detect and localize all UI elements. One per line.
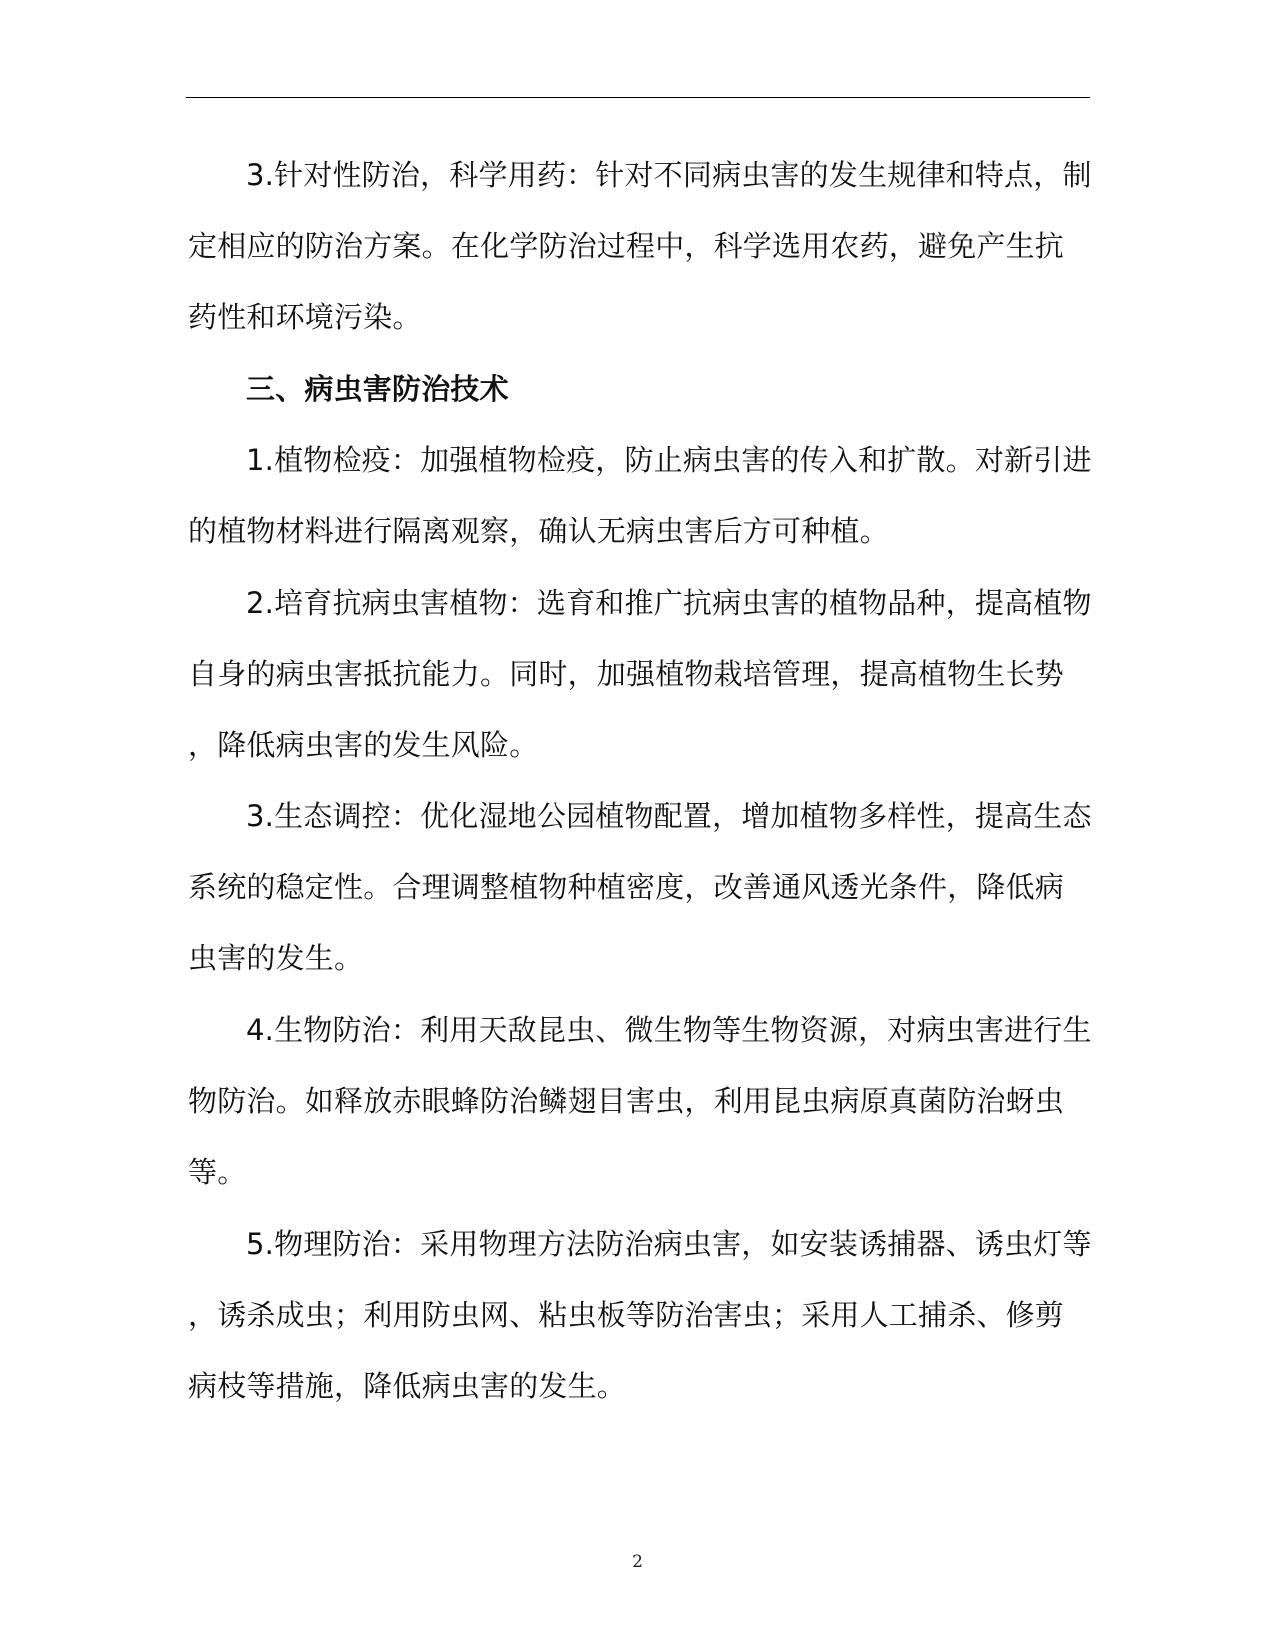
paragraph-line: 药性和环境污染。: [188, 300, 422, 334]
paragraph-line: 4.生物防治：利用天敌昆虫、微生物等生物资源，对病虫害进行生: [246, 1013, 1092, 1047]
paragraph-line: 的植物材料进行隔离观察，确认无病虫害后方可种植。: [188, 514, 889, 548]
paragraph-line: 系统的稳定性。合理调整植物种植密度，改善通风透光条件，降低病: [188, 870, 1065, 904]
paragraph-line: 物防治。如释放赤眼蜂防治鳞翅目害虫，利用昆虫病原真菌防治蚜虫: [188, 1084, 1065, 1118]
paragraph-line: 3.针对性防治，科学用药：针对不同病虫害的发生规律和特点，制: [246, 158, 1092, 192]
section-heading: 三、病虫害防治技术: [246, 372, 509, 406]
paragraph-line: 自身的病虫害抵抗能力。同时，加强植物栽培管理，提高植物生长势: [188, 657, 1065, 691]
paragraph-line: 等。: [188, 1155, 247, 1189]
paragraph-line: 2.培育抗病虫害植物：选育和推广抗病虫害的植物品种，提高植物: [246, 586, 1092, 620]
paragraph-line: 5.物理防治：采用物理方法防治病虫害，如安装诱捕器、诱虫灯等: [246, 1227, 1092, 1261]
paragraph-line: 定相应的防治方案。在化学防治过程中，科学选用农药，避免产生抗: [188, 229, 1065, 263]
paragraph-line: 病枝等措施，降低病虫害的发生。: [188, 1369, 627, 1403]
header-rule: [186, 97, 1090, 98]
page-number: 2: [632, 1552, 643, 1572]
paragraph-line: ，降低病虫害的发生风险。: [188, 728, 539, 762]
paragraph-line: 虫害的发生。: [188, 941, 364, 975]
paragraph-line: ，诱杀成虫；利用防虫网、粘虫板等防治害虫；采用人工捕杀、修剪: [188, 1298, 1065, 1332]
paragraph-line: 1.植物检疫：加强植物检疫，防止病虫害的传入和扩散。对新引进: [246, 443, 1092, 477]
paragraph-line: 3.生态调控：优化湿地公园植物配置，增加植物多样性，提高生态: [246, 799, 1092, 833]
